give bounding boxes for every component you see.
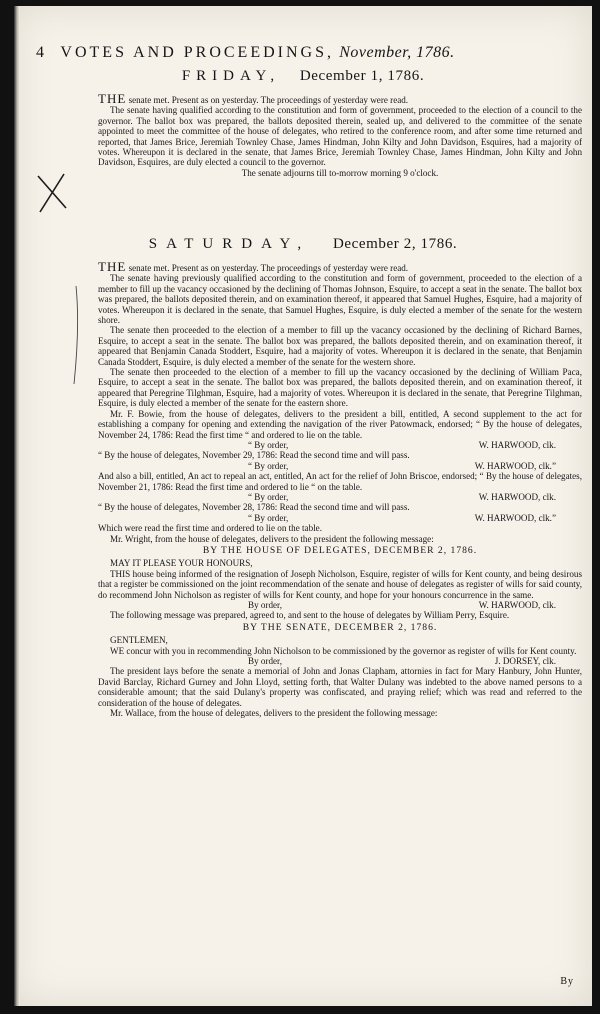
saturday-para-1: THE senate met. Present as on yesterday. The proceedings of yesterday were read. <box>98 259 409 274</box>
saturday-para-7: And also a bill, entitled, An act to repeal an act, entitled, An act for the relief of John Briscoe, endorsed; “ By the house of delegates, November 21, 1786: Read the first time and ordered to lie “ on the table. <box>98 471 582 492</box>
friday-proceedings <box>98 91 582 178</box>
saturday-drop-cap: THE <box>98 259 127 274</box>
friday-heading <box>14 68 592 85</box>
saturday-para-12: The president lays before the senate a memorial of John and Jonas Clapham, attornies in fact for Mary Hanbury, John Hunter, David Barclay, Richard Gurney and John Lloyd, setting forth, that Walter Dulany was indebted to the above named persons to a considerable amount; that the said Dulany's property was confiscated, and praying relief; which was read and referred to the consideration of the house of delegates. <box>98 666 582 708</box>
friday-drop-cap: THE <box>98 91 127 106</box>
house-of-delegates-heading: BY THE HOUSE OF DELEGATES, DECEMBER 2, 1786. <box>202 544 478 556</box>
friday-para-1: THE senate met. Present as on yesterday. The proceedings of yesterday were read. <box>98 91 409 106</box>
salutation-1: MAY IT PLEASE YOUR HONOURS, <box>110 558 253 569</box>
message-2: WE concur with you in recommending John Nicholson to be commissioned by the governor as register of wills for Kent county. <box>110 645 577 656</box>
page-number: 4 <box>36 44 46 61</box>
signature-row-4: “ By order, W. HARWOOD, clk.” <box>248 512 556 523</box>
friday-day: FRIDAY, <box>181 68 281 84</box>
marginal-x-mark-icon <box>34 156 84 386</box>
saturday-para-2: The senate having previously qualified according to the constitution and form of government, proceeded to the election of a member to fill up the vacancy occasioned by the declining of Thomas Johnson, Esquire, to accept a seat in the senate. The ballot box was prepared, the ballots deposited therein, and on examination thereof, it appeared that Samuel Hughes, Esquire, had a majority of votes. Whereupon it is declared in the senate, that Samuel Hughes, Esquire, is duly elected a member of the senate for the western shore. <box>98 273 582 326</box>
saturday-date: December 2, 1786. <box>332 236 458 252</box>
header-month: November, 1786. <box>339 44 455 61</box>
saturday-para-4: The senate then proceeded to the election of a member to fill up the vacancy occasioned by the declining of William Paca, Esquire, to accept a seat in the senate. The ballot box was prepared, the ballots deposited therein, and on examination thereof, it appeared that Peregrine Tilghman, Esquire, had a majority of votes. Whereupon it is declared in the senate, that Peregrine Tilghman, Esquire, is duly elected a member of the senate for the eastern shore. <box>98 367 582 409</box>
saturday-heading <box>14 236 592 253</box>
signature-row-5: By order, W. HARWOOD, clk. <box>248 600 556 610</box>
saturday-para-10: Mr. Wright, from the house of delegates, delivers to the president the following message: <box>110 533 434 544</box>
running-header <box>36 44 576 62</box>
page-edge-shadow <box>14 6 20 1006</box>
signature-row-1: “ By order, W. HARWOOD, clk. <box>248 439 556 450</box>
signature-row-2: “ By order, W. HARWOOD, clk.” <box>248 460 556 471</box>
friday-adjourn: The senate adjourns till to-morrow morning 9 o'clock. <box>241 167 439 178</box>
saturday-para-3: The senate then proceeded to the election of a member to fill up the vacancy occasioned by the declining of Richard Barnes, Esquire, to accept a seat in the senate. The ballot box was prepared, the ballots deposited therein, and on examination thereof, it appeared that Benjamin Canada Stoddert, Esquire, had a majority of votes. Whereupon it is declared in the senate, that Benjamin Canada Stoddert, Esquire, is duly elected a member of the senate for the western shore. <box>98 325 582 367</box>
salutation-2: GENTLEMEN, <box>110 635 168 646</box>
saturday-para-9: Which were read the first time and ordered to lie on the table. <box>98 523 322 534</box>
saturday-day: SATURDAY, <box>148 236 311 252</box>
saturday-proceedings <box>98 259 582 719</box>
saturday-para-6: “ By the house of delegates, November 29, 1786: Read the second time and will pass. <box>98 450 410 461</box>
signature-row-6: By order, J. DORSEY, clk. <box>248 656 556 667</box>
signature-row-3: “ By order, W. HARWOOD, clk. <box>248 491 556 502</box>
message-1: THIS house being informed of the resignation of Joseph Nicholson, Esquire, register of wills for Kent county, and being desirous that a register be commissioned on the joint recommendation of the senate and house of delegates as register of wills for said county, do recommend John Nicholson as register of wills for Kent county, and hope for your honours concurrence in the same. <box>98 568 582 600</box>
saturday-para-5: Mr. F. Bowie, from the house of delegates, delivers to the president a bill, entitled, A second supplement to the act for establishing a company for opening and extending the navigation of the river Patowmack, endorsed; “ By the house of delegates, November 24, 1786: Read the first time “ and ordered to lie on the table. <box>98 408 582 440</box>
senate-heading: BY THE SENATE, DECEMBER 2, 1786. <box>242 621 438 633</box>
saturday-para-8: “ By the house of delegates, November 28, 1786: Read the second time and will pass. <box>98 502 410 513</box>
document-page <box>14 6 592 1006</box>
page-title: VOTES AND PROCEEDINGS, <box>60 44 334 61</box>
friday-date: December 1, 1786. <box>299 68 425 84</box>
friday-para-2: The senate having qualified according to the constitution and form of government, proceeded to the election of a council to the governor. The ballot box was prepared, the ballots deposited therein, sealed up, and delivered to the committee of the senate appointed to meet the committee of the house of delegates, who retired to the conference room, and after some time returned and reported, that James Brice, Jeremiah Townley Chase, James Hindman, John Kilty and John Davidson, Esquires, had a majority of votes. Whereupon it is declared in the senate, that James Brice, Jeremiah Townley Chase, James Hindman, John Kilty and John Davidson, Esquires, are duly elected a council to the governor. <box>98 105 582 168</box>
catchword: By <box>560 976 574 987</box>
saturday-para-11: The following message was prepared, agreed to, and sent to the house of delegates by William Perry, Esquire. <box>110 610 510 621</box>
saturday-para-13: Mr. Wallace, from the house of delegates, delivers to the president the following message: <box>110 708 438 719</box>
